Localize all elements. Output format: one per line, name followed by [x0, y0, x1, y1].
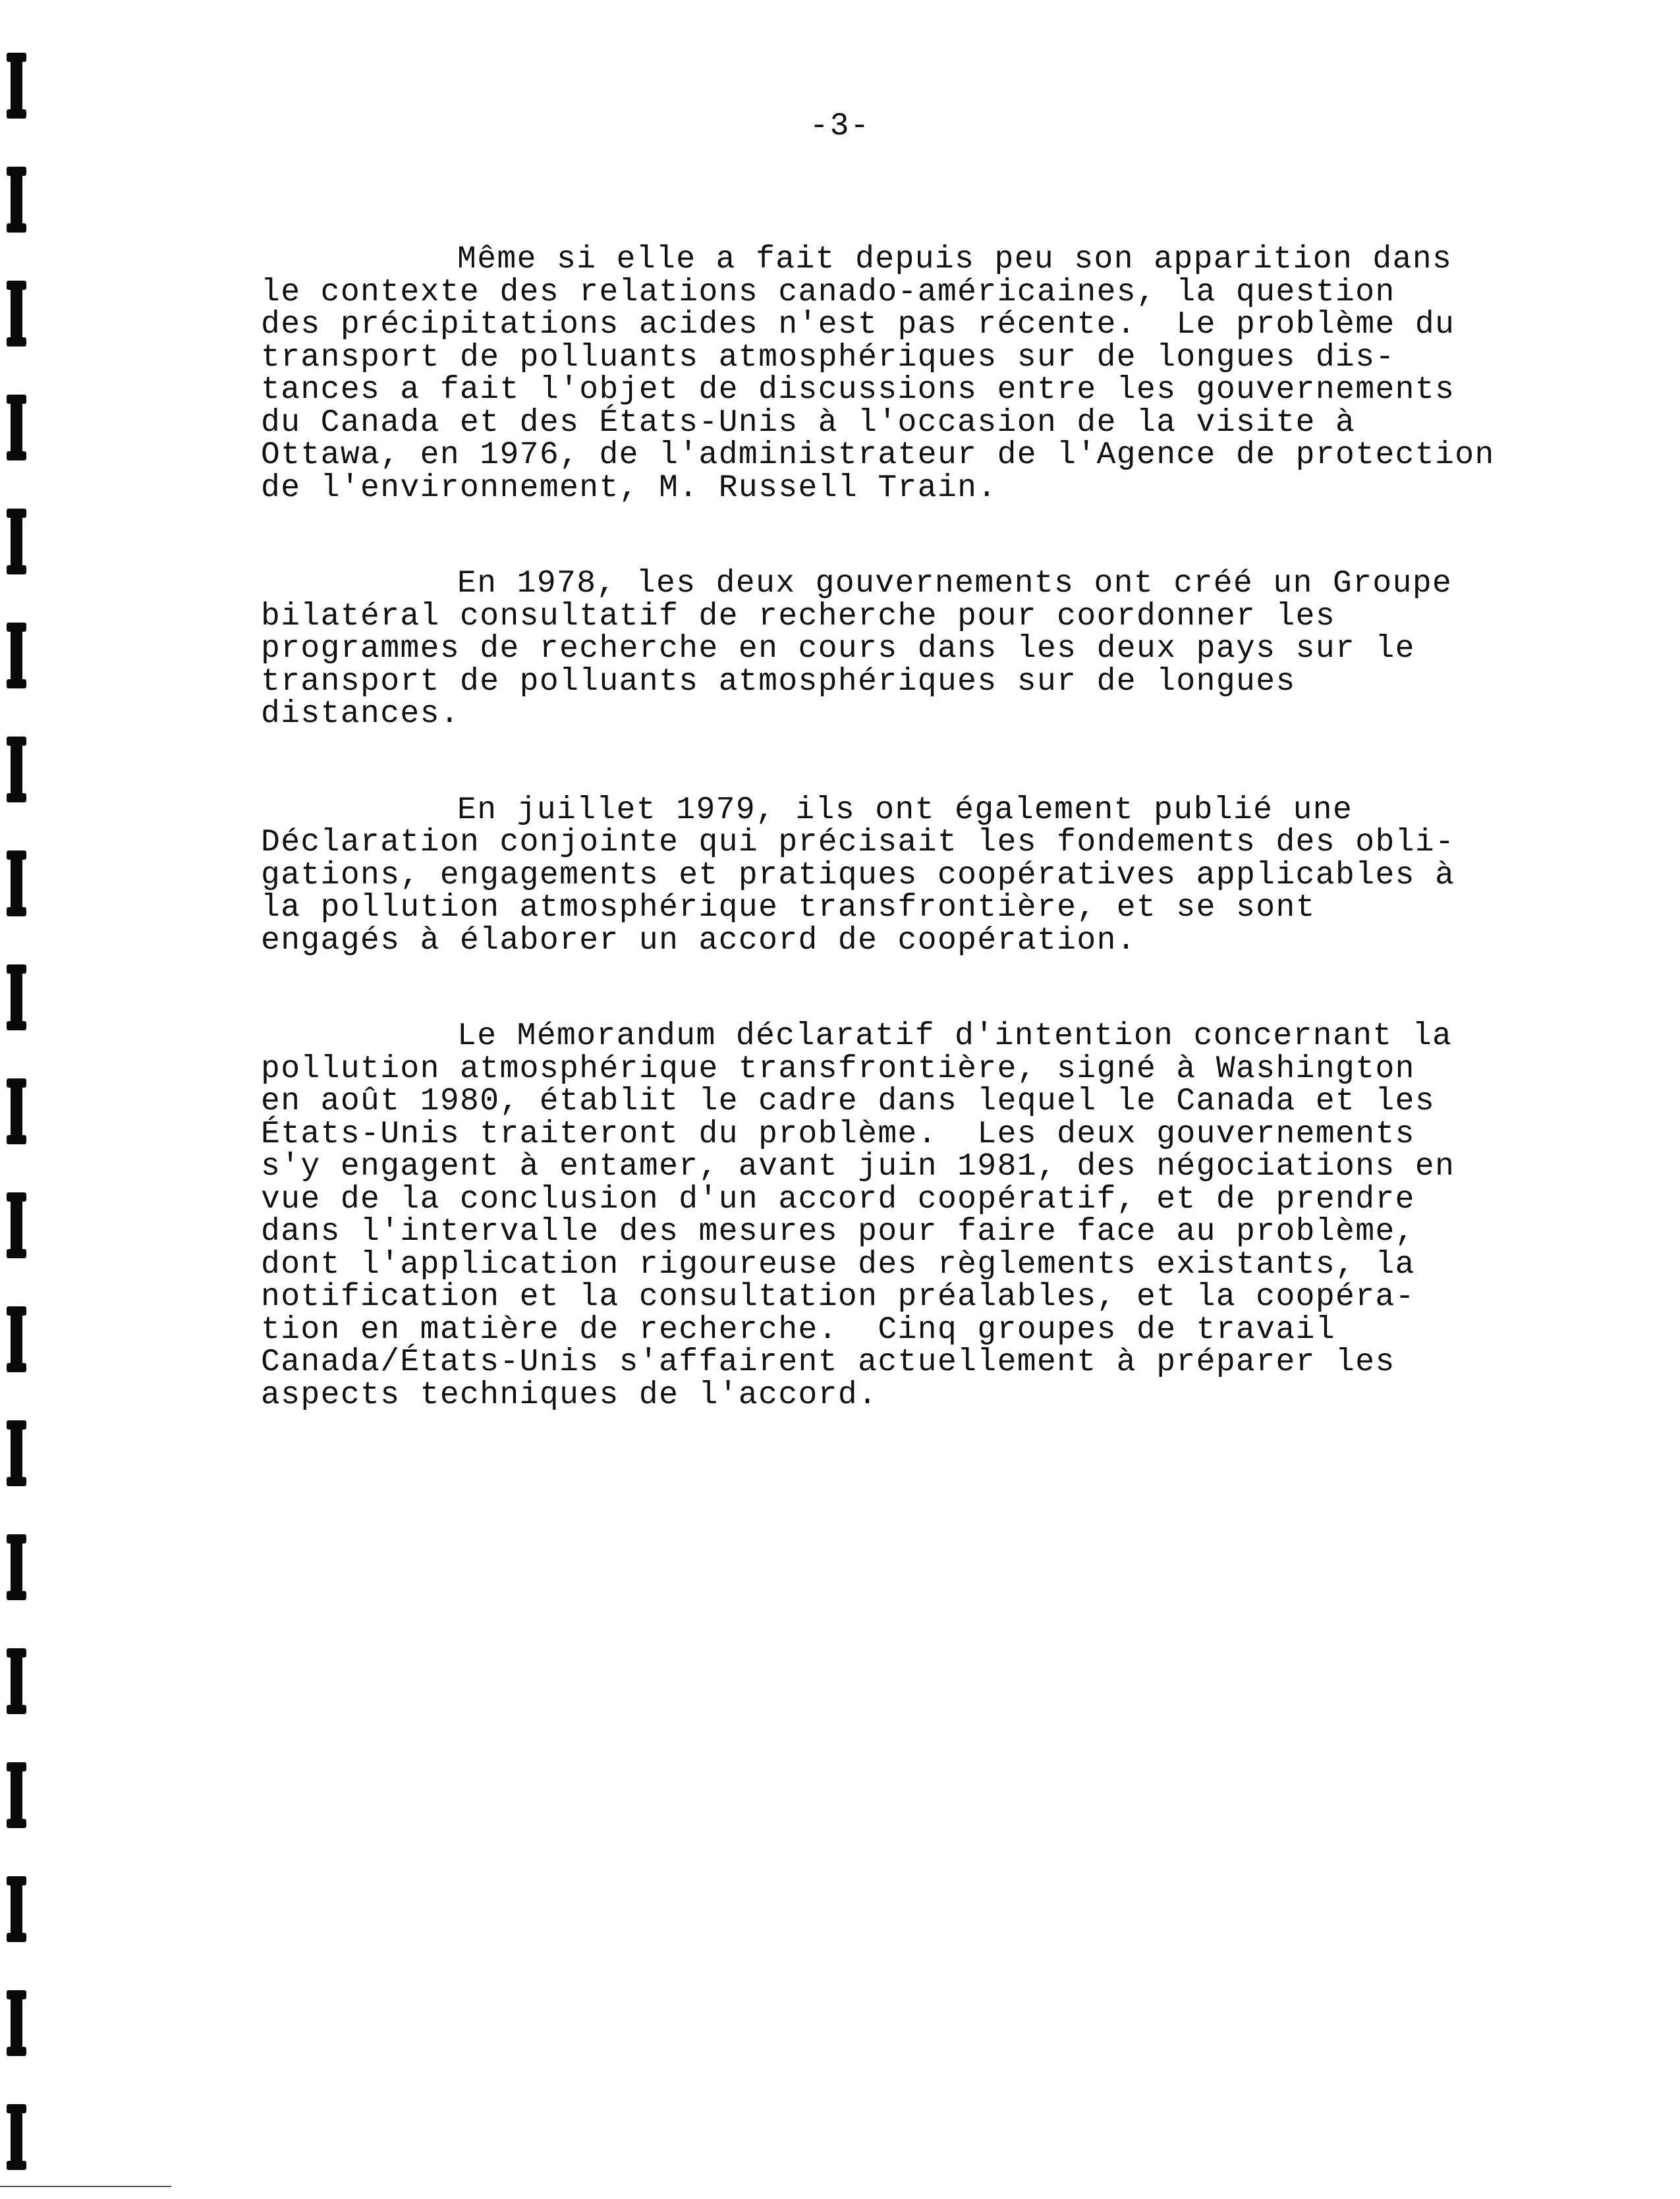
text-line: le contexte des relations canado-américaines, la question: [261, 274, 1395, 310]
binding-hole: [11, 1762, 22, 1828]
page-number: -3-: [809, 109, 871, 144]
binding-hole: [11, 623, 22, 688]
text-line: de l'environnement, M. Russell Train.: [261, 470, 997, 506]
text-line: notification et la consultation préalables, et la coopéra-: [261, 1279, 1415, 1315]
text-line: Déclaration conjointe qui précisait les fondements des obli-: [261, 825, 1455, 860]
text-line: la pollution atmosphérique transfrontière, et se sont: [261, 890, 1316, 926]
text-line: Canada/États-Unis s'affairent actuellement à préparer les: [261, 1345, 1395, 1380]
paragraph-4: [261, 1020, 1467, 1412]
text-line: aspects techniques de l'accord.: [261, 1377, 878, 1413]
paragraph-3: [261, 794, 1467, 958]
text-line: du Canada et des États-Unis à l'occasion de la visite à: [261, 404, 1356, 441]
text-line: vue de la conclusion d'un accord coopératif, et de prendre: [261, 1181, 1415, 1217]
text-line: dans l'intervalle des mesures pour faire face au problème,: [261, 1214, 1415, 1250]
text-line: tion en matière de recherche. Cinq groupes de travail: [261, 1312, 1336, 1348]
binding-hole: [11, 850, 22, 916]
paragraph-1: [261, 242, 1495, 506]
binding-hole: [11, 1876, 22, 1942]
text-line: en août 1980, établit le cadre dans lequel le Canada et les: [261, 1084, 1436, 1119]
binding-hole: [11, 281, 22, 347]
binding-hole: [11, 964, 22, 1030]
binding-hole: [11, 395, 22, 460]
text-line: s'y engagent à entamer, avant juin 1981, des négociations en: [261, 1149, 1455, 1184]
text-line: des précipitations acides n'est pas récente. Le problème du: [261, 307, 1455, 343]
binding-hole: [11, 167, 22, 233]
binding-hole: [11, 1534, 22, 1600]
text-line: dont l'application rigoureuse des règlements existants, la: [261, 1246, 1415, 1283]
paragraph-2: [261, 568, 1467, 731]
binding-hole: [11, 1990, 22, 2056]
binding-hole: [11, 737, 22, 802]
text-line: bilatéral consultatif de recherche pour coordonner les: [261, 598, 1336, 634]
binding-hole: [11, 1648, 22, 1714]
text-line: transport de polluants atmosphériques sur de longues dis-: [261, 339, 1395, 376]
bottom-rule: [0, 2186, 171, 2187]
binding-hole: [11, 509, 22, 574]
text-line: Le Mémorandum déclaratif d'intention concernant la: [457, 1018, 1453, 1054]
text-line: tances a fait l'objet de discussions entre les gouvernements: [261, 372, 1455, 408]
text-line: Ottawa, en 1976, de l'administrateur de l'Agence de protection: [261, 437, 1495, 473]
text-line: transport de polluants atmosphériques sur de longues: [261, 663, 1296, 700]
body-text: [261, 242, 1495, 1475]
binding-hole: [11, 1078, 22, 1144]
text-line: programmes de recherche en cours dans les deux pays sur le: [261, 631, 1415, 667]
binding-hole: [11, 1306, 22, 1372]
text-line: En 1978, les deux gouvernements ont créé un Groupe: [457, 566, 1453, 601]
text-line: Même si elle a fait depuis peu son apparition dans: [457, 242, 1453, 277]
binding-holes: [7, 46, 33, 2174]
text-line: distances.: [261, 696, 461, 732]
text-line: engagés à élaborer un accord de coopération.: [261, 922, 1137, 959]
binding-hole: [11, 1420, 22, 1486]
text-line: gations, engagements et pratiques coopératives applicables à: [261, 857, 1455, 893]
text-line: États-Unis traiteront du problème. Les deux gouvernements: [261, 1116, 1415, 1152]
binding-hole: [11, 1192, 22, 1258]
text-line: En juillet 1979, ils ont également publié une: [457, 792, 1353, 828]
text-line: pollution atmosphérique transfrontière, signé à Washington: [261, 1051, 1415, 1087]
binding-hole: [11, 2104, 22, 2170]
